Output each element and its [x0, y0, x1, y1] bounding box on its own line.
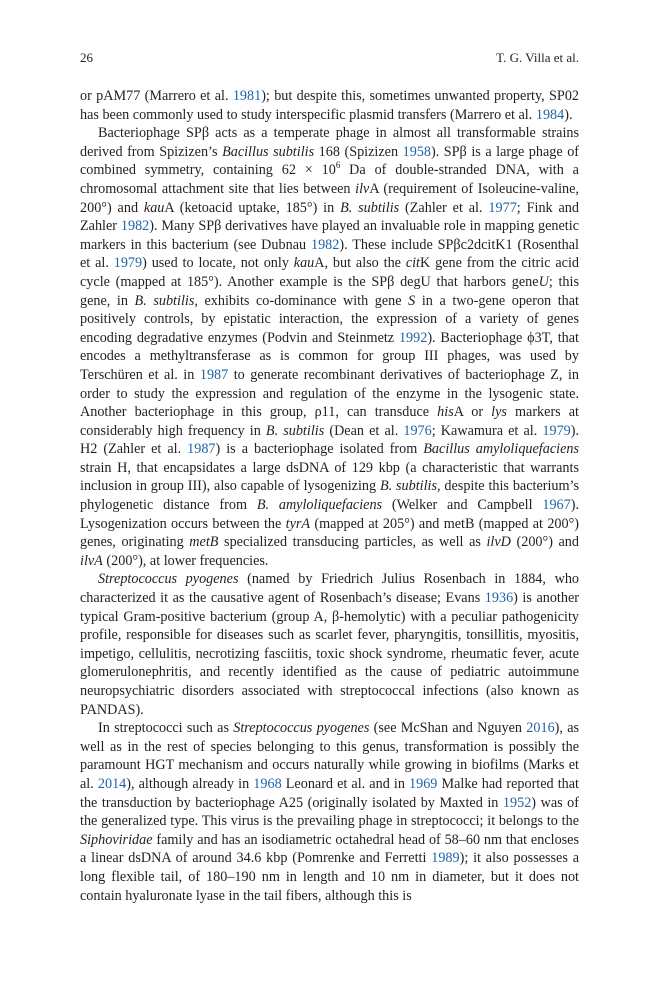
text-run: ).: [564, 106, 573, 123]
running-head: T. G. Villa et al.: [496, 50, 579, 65]
text-run: ), as well as in the rest of species belonging to this genus, transformation is possibly the paramount HGT mechanism and occurs naturally while growing in biofilms (Marks et al.: [80, 720, 580, 792]
text-run: ); but despite this, sometimes unwanted property, SP02 has been commonly used to study interspecific plasmid transfers (Marrero et al.: [80, 88, 580, 123]
body-text: [80, 87, 579, 905]
text-run: ; Fink and Zahler: [80, 199, 579, 235]
citation-year-link[interactable]: 1979: [542, 422, 571, 439]
superscript: 6: [335, 160, 341, 171]
italic-text: ilvD: [486, 534, 511, 551]
text-run: in a two-gene operon that positively controls, by epistatic interaction, the expression of a variety of genes encoding degradative enzymes (Podvin and Steinmetz: [80, 292, 579, 346]
italic-text: B. subtilis: [340, 199, 400, 216]
italic-text: B. subtilis: [379, 478, 438, 495]
italic-text: Streptococcus pyogenes: [98, 571, 239, 588]
text-run: (200°), at lower frequencies.: [102, 552, 269, 569]
citation-year-link[interactable]: 1982: [310, 236, 340, 253]
text-run: Da of double-stranded DNA, with a chromosomal attachment site that lies between: [80, 162, 579, 197]
citation-year-link[interactable]: 1952: [502, 794, 532, 811]
page-number: 26: [80, 50, 93, 65]
text-run: ) was of the generalized type. This virus is the prevailing phage in streptococci; it belongs to the: [80, 794, 579, 830]
text-run: or pAM77 (Marrero et al.: [80, 88, 233, 104]
italic-text: Streptococcus pyogenes: [233, 720, 370, 737]
text-run: ). These include SPβc2dcitK1 (Rosenthal et al.: [80, 236, 579, 272]
citation-year-link[interactable]: 1987: [199, 366, 229, 383]
text-run: ), although already in: [126, 775, 254, 792]
text-run: (200°) and: [510, 534, 579, 551]
italic-text: U: [538, 273, 549, 290]
citation-year-link[interactable]: 1981: [232, 88, 262, 104]
text-run: K gene from the citric acid cycle (mapped at 185°). Another example is the SPβ degU that harbors gene: [80, 255, 579, 290]
citation-year-link[interactable]: 1968: [253, 775, 282, 792]
italic-text: ilvA: [80, 552, 103, 569]
italic-text: cit: [405, 255, 420, 272]
citation-year-link[interactable]: 2016: [526, 720, 555, 737]
italic-text: B. subtilis: [265, 422, 325, 439]
text-run: (Welker and Campbell: [382, 497, 543, 514]
text-run: A (requirement of Isoleucine-valine, 200°) and: [80, 180, 579, 216]
citation-year-link[interactable]: 1977: [488, 199, 517, 216]
text-run: ) is another typical Gram-positive bacterium (group A, β-hemolytic) with a peculiar pathogenicity profile, responsible for diseases such as scarlet fever, pharyngitis, tonsillitis, myositis, impetigo, cellulitis, necrotizing fasciitis, toxic shock syndrome, rheumatic fever, acute glomerulonephritis, and recently identified as the cause of pediatric autoimmune neuropsychiatric disorders associated with streptococcal infections (also known as PANDAS).: [80, 590, 579, 718]
text-run: family and has an isodiametric octahedral head of 58–60 nm that encloses a linear dsDNA of around 34.6 kbp (Pomrenke and Ferretti: [80, 831, 579, 867]
italic-text: B. amyloliquefaciens: [256, 497, 383, 514]
text-run: ). Lysogenization occurs between the: [80, 497, 579, 532]
text-run: A, but also the: [314, 255, 406, 272]
citation-year-link[interactable]: 1982: [120, 218, 150, 235]
text-run: (Zahler et al.: [399, 199, 489, 216]
citation-year-link[interactable]: 1987: [187, 441, 216, 458]
text-run: (mapped at 205°) and metB (mapped at 200°) genes, originating: [80, 515, 579, 551]
paragraph: [80, 87, 579, 124]
text-run: , exhibits co-dominance with gene: [194, 292, 409, 309]
text-run: ). SPβ is a large phage of combined symmetry, containing 62 × 10: [80, 143, 580, 179]
text-run: In streptococci such as: [98, 720, 234, 737]
italic-text: tyrA: [285, 515, 311, 532]
italic-text: S: [408, 292, 416, 309]
text-run: ) is a bacteriophage isolated from: [215, 441, 424, 458]
paragraph: [80, 570, 579, 719]
text-run: to generate recombinant derivatives of bacteriophage Z, in order to study the expression and regulation of the enzyme in the lysogenic state. Another bacteriophage in this group, ρ11, can transduce: [80, 366, 579, 421]
italic-text: metB: [189, 534, 219, 551]
italic-text: lys: [491, 404, 507, 421]
text-run: ; this gene, in: [80, 273, 579, 309]
italic-text: Bacillus amyloliquefaciens: [423, 441, 579, 458]
text-run: A or: [453, 404, 492, 421]
text-run: ); it also possesses a long flexible tail, of 180–190 nm in length and 10 nm in diameter, but it does not contain hyaluronate lyase in the tail fibers, although this is: [80, 850, 579, 904]
text-run: (named by Friedrich Julius Rosenbach in 1884, who characterized it as the causative agent of Rosenbach’s disease; Evans: [80, 571, 580, 607]
text-run: markers at considerably high frequency in: [80, 404, 580, 439]
text-run: Leonard et al. and in: [281, 775, 409, 792]
text-run: 168 (Spizizen: [314, 143, 403, 160]
citation-year-link[interactable]: 1969: [409, 775, 438, 792]
text-run: A (ketoacid uptake, 185°) in: [164, 199, 341, 216]
text-run: ) used to locate, not only: [142, 255, 294, 272]
citation-year-link[interactable]: 1967: [542, 497, 571, 514]
italic-text: Siphoviridae: [80, 831, 153, 848]
citation-year-link[interactable]: 1984: [535, 106, 565, 123]
paragraph: [80, 124, 579, 570]
italic-text: B. subtilis: [134, 292, 195, 309]
citation-year-link[interactable]: 1979: [113, 255, 143, 272]
citation-year-link[interactable]: 2014: [97, 775, 127, 792]
citation-year-link[interactable]: 1936: [484, 590, 514, 607]
italic-text: kau: [143, 199, 165, 216]
citation-year-link[interactable]: 1976: [403, 422, 432, 439]
text-run: (Dean et al.: [324, 422, 404, 439]
text-run: ; Kawamura et al.: [431, 422, 543, 439]
text-run: ). H2 (Zahler et al.: [80, 422, 580, 458]
text-run: , despite this bacterium’s phylogenetic distance from: [80, 478, 579, 514]
italic-text: ilv: [355, 180, 370, 197]
italic-text: his: [437, 404, 454, 421]
italic-text: Bacillus subtilis: [222, 143, 315, 160]
text-run: strain H, that encapsidates a large dsDNA of 129 kbp (a characteristic that warrants inclusion in group III), also capable of lysogenizing: [80, 459, 579, 495]
text-run: Malke had reported that the transduction by bacteriophage A25 (originally isolated by Maxted in: [80, 775, 579, 811]
citation-year-link[interactable]: 1989: [431, 850, 460, 867]
citation-year-link[interactable]: 1992: [398, 329, 428, 346]
citation-year-link[interactable]: 1958: [402, 143, 431, 160]
text-run: ). Many SPβ derivatives have played an invaluable role in mapping genetic markers in this bacterium (see Dubnau: [80, 218, 579, 253]
text-run: ). Bacteriophage ϕ3T, that encodes a methyltransferase as is common for group III phages, was used by Terschüren et al. in: [80, 329, 579, 383]
text-run: Bacteriophage SPβ acts as a temperate phage in almost all transformable strains derived from Spizizen’s: [80, 125, 579, 160]
text-run: specialized transducing particles, as well as: [218, 534, 487, 551]
text-run: (see McShan and Nguyen: [369, 720, 527, 737]
italic-text: kau: [293, 255, 315, 272]
paragraph: [80, 719, 579, 905]
